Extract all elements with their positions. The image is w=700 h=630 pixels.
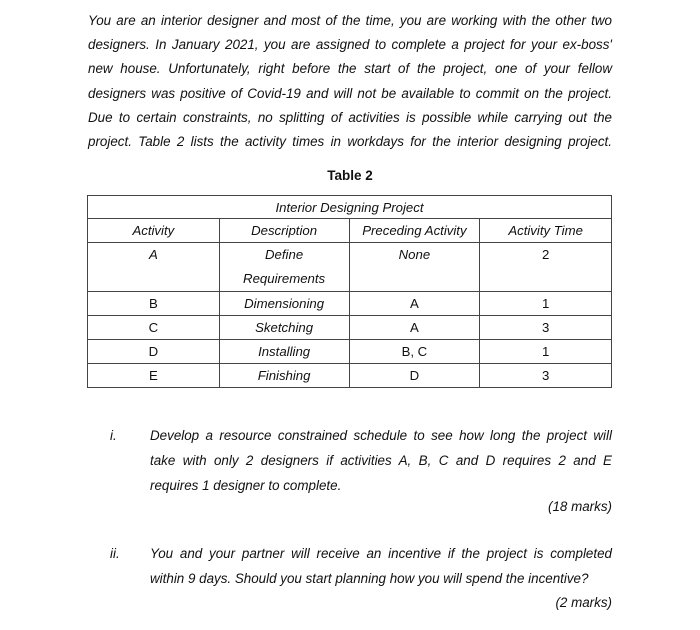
cell-time-text: 2: [541, 247, 550, 262]
intro-line: project. Table 2 lists the activity times in workdays for the interior designing project.: [88, 134, 612, 150]
activity-table: [87, 195, 612, 388]
table-row: [88, 340, 612, 364]
cell-description: Sketching: [219, 316, 349, 340]
cell-description: Finishing: [219, 364, 349, 388]
cell-description: [219, 243, 349, 292]
cell-description-line1: Define: [265, 247, 304, 262]
cell-preceding: B, C: [349, 340, 480, 364]
cell-preceding: A: [349, 292, 480, 316]
intro-line: designers was positive of Covid-19 and will not be available to commit on the project.: [88, 85, 612, 101]
table-caption: Table 2: [327, 168, 373, 183]
table-row: [88, 364, 612, 388]
cell-activity: D: [88, 340, 220, 364]
cell-time: 3: [480, 316, 612, 340]
table-row: [88, 316, 612, 340]
question-2-text: [150, 541, 612, 591]
intro-line: You are an interior designer and most of the time, you are working with the other two: [88, 13, 612, 28]
cell-activity: E: [88, 364, 220, 388]
cell-description-line2: Requirements: [243, 271, 326, 286]
cell-activity-text: A: [148, 247, 158, 262]
question-line: within 9 days. Should you start planning how you will spend the incentive?: [150, 571, 589, 586]
cell-time: 1: [480, 292, 612, 316]
cell-preceding: D: [349, 364, 480, 388]
question-2-number: ii.: [110, 546, 120, 561]
intro-line: designers. In January 2021, you are assigned to complete a project for your ex-boss': [88, 37, 612, 53]
cell-description: Installing: [219, 340, 349, 364]
cell-activity: [88, 243, 220, 292]
header-description: Description: [219, 219, 349, 243]
table-row: [88, 292, 612, 316]
cell-activity: C: [88, 316, 220, 340]
cell-preceding: [349, 243, 480, 292]
table-title-row: [88, 196, 612, 219]
cell-description: Dimensioning: [219, 292, 349, 316]
intro-paragraph: [88, 9, 612, 154]
cell-time: 3: [480, 364, 612, 388]
header-preceding-activity: Preceding Activity: [349, 219, 480, 243]
question-2-marks: (2 marks): [555, 595, 612, 610]
cell-time: 1: [480, 340, 612, 364]
question-1-marks: (18 marks): [548, 499, 612, 514]
intro-line: new house. Unfortunately, right before the start of the project, one of your fellow: [88, 61, 612, 77]
question-line: take with only 2 designers if activities A, B, C and D requires 2 and E: [150, 453, 612, 468]
cell-preceding-text: None: [398, 247, 431, 262]
header-activity-time: Activity Time: [480, 219, 612, 243]
cell-activity: B: [88, 292, 220, 316]
project-title: Interior Designing Project: [88, 196, 612, 219]
question-line: Develop a resource constrained schedule to see how long the project will: [150, 428, 612, 443]
question-line: requires 1 designer to complete.: [150, 478, 342, 493]
cell-time: [480, 243, 612, 292]
question-1-number: i.: [110, 428, 117, 443]
intro-line: Due to certain constraints, no splitting of activities is possible while carrying out the: [88, 109, 612, 125]
question-line: You and your partner will receive an incentive if the project is completed: [150, 546, 612, 561]
table-header-row: [88, 219, 612, 243]
table-row: [88, 243, 612, 292]
header-activity: Activity: [88, 219, 220, 243]
question-1-text: [150, 423, 612, 498]
cell-preceding: A: [349, 316, 480, 340]
